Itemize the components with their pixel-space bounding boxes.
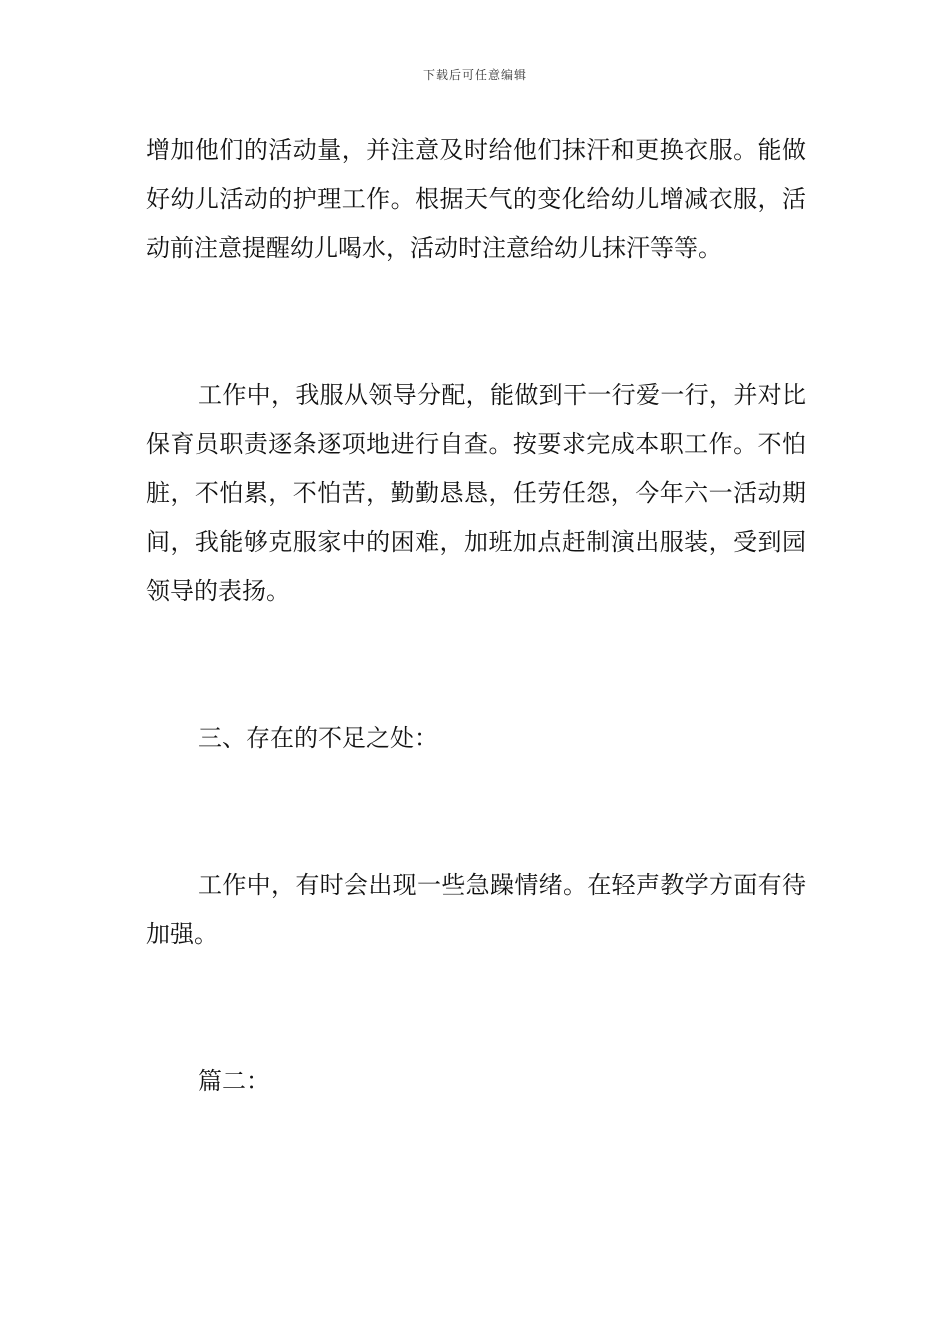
header-note: 下载后可任意编辑 (422, 68, 527, 82)
paragraph-1: 增加他们的活动量，并注意及时给他们抹汗和更换衣服。能做好幼儿活动的护理工作。根据天气的变化给幼儿增减衣服，活动前注意提醒幼儿喝水，活动时注意给幼儿抹汗等等。 (146, 136, 806, 262)
paragraph-4: 工作中，有时会出现一些急躁情绪。在轻声教学方面有待加强。 (146, 871, 806, 948)
paragraph-2: 工作中，我服从领导分配，能做到干一行爱一行，并对比保育员职责逐条逐项地进行自查。按要求完成本职工作。不怕脏，不怕累，不怕苦，勤勤恳恳，任劳任怨，今年六一活动期间，我能够克服家中的困难，加班加点赶制演出服装，受到园领导的表扬。 (146, 381, 806, 605)
document-body (146, 126, 806, 1106)
section-heading-part-2: 篇二： (198, 1067, 270, 1095)
section-heading-3: 三、存在的不足之处： (198, 724, 438, 752)
